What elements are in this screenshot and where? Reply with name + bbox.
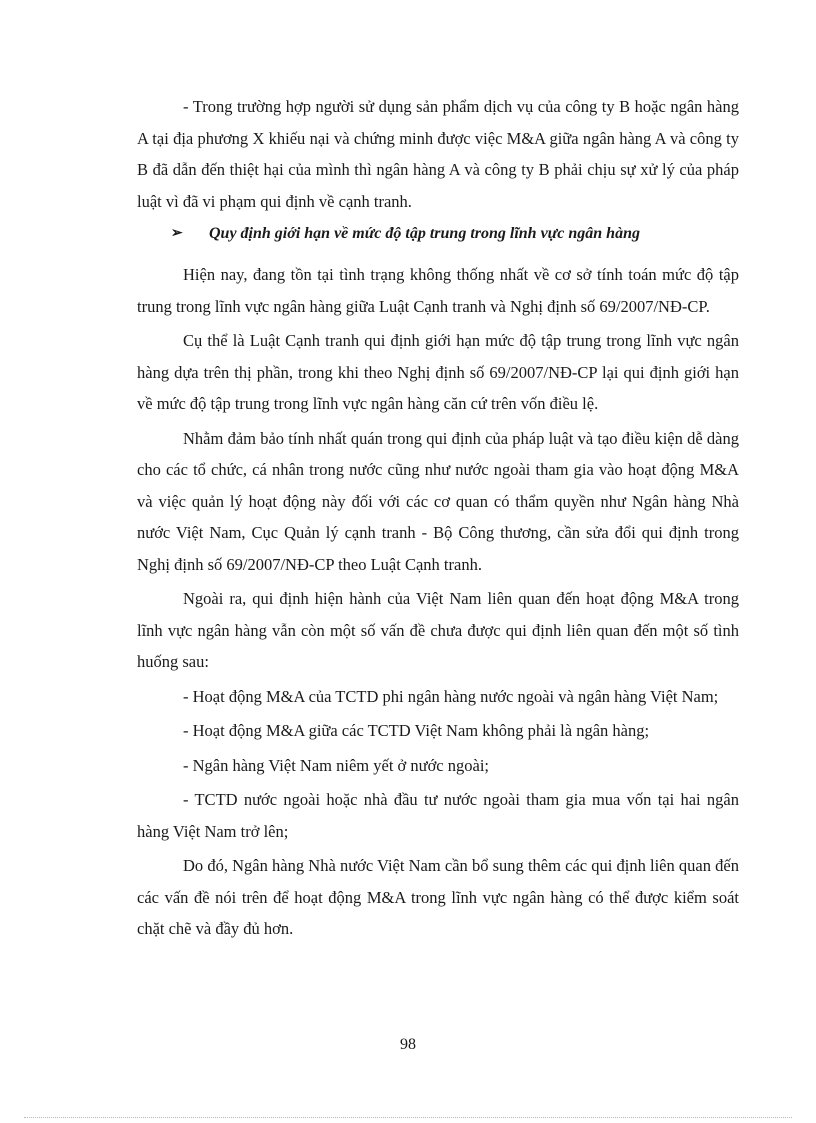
paragraph-conclusion: Do đó, Ngân hàng Nhà nước Việt Nam cần bổ sung thêm các qui định liên quan đến các vấn đề nói trên để hoạt động M&A trong lĩnh vực ngân hàng có thể được kiểm soát chặt chẽ và đầy đủ hơn. (137, 856, 739, 938)
paragraph-recommendation: Nhằm đảm bảo tính nhất quán trong qui định của pháp luật và tạo điều kiện dễ dàng cho các tổ chức, cá nhân trong nước cũng như nước ngoài tham gia vào hoạt động M&A và việc quản lý hoạt động này đối với các cơ quan có thẩm quyền như Ngân hàng Nhà nước Việt Nam, Cục Quản lý cạnh tranh - Bộ Công thương, cần sửa đổi qui định trong Nghị định số 69/2007/NĐ-CP theo Luật Cạnh tranh. (137, 428, 739, 574)
list-item-foreign-investor: - TCTD nước ngoài hoặc nhà đầu tư nước ngoài tham gia mua vốn tại hai ngân hàng Việt Nam trở lên; (137, 790, 739, 841)
list-item-nonbank-ma: - Hoạt động M&A của TCTD phi ngân hàng nước ngoài và ngân hàng Việt Nam; (183, 686, 719, 706)
page-number: 98 (400, 1036, 416, 1053)
section-heading-text: Quy định giới hạn về mức độ tập trung trong lĩnh vực ngân hàng (209, 225, 640, 242)
paragraph-penalty-case: - Trong trường hợp người sử dụng sản phẩm dịch vụ của công ty B hoặc ngân hàng A tại địa phương X khiếu nại và chứng minh được việc M&A giữa ngân hàng A và công ty B đã dẫn đến thiệt hại của mình thì ngân hàng A và công ty B phải chịu sự xử lý của pháp luật vì đã vi phạm qui định về cạnh tranh. (137, 97, 739, 211)
paragraph-inconsistency: Hiện nay, đang tồn tại tình trạng không thống nhất về cơ sở tính toán mức độ tập trung trong lĩnh vực ngân hàng giữa Luật Cạnh tranh và Nghị định số 69/2007/NĐ-CP. (137, 265, 739, 316)
list-item-tctd-ma: - Hoạt động M&A giữa các TCTD Việt Nam không phải là ngân hàng; (183, 721, 650, 740)
paragraph-other-issues: Ngoài ra, qui định hiện hành của Việt Nam liên quan đến hoạt động M&A trong lĩnh vực ngân hàng vẫn còn một số vấn đề chưa được qui định liên quan đến một số tình huống sau: (137, 589, 739, 671)
paragraph-specifics: Cụ thể là Luật Cạnh tranh qui định giới hạn mức độ tập trung trong lĩnh vực ngân hàng dựa trên thị phần, trong khi theo Nghị định số 69/2007/NĐ-CP lại qui định giới hạn về mức độ tập trung trong lĩnh vực ngân hàng căn cứ trên vốn điều lệ. (137, 331, 739, 413)
arrow-bullet-icon: ➢ (171, 226, 183, 241)
footer-divider (24, 1117, 792, 1118)
document-body (137, 91, 739, 945)
section-heading (137, 219, 739, 249)
list-item-overseas-listing: - Ngân hàng Việt Nam niêm yết ở nước ngoài; (183, 755, 489, 775)
